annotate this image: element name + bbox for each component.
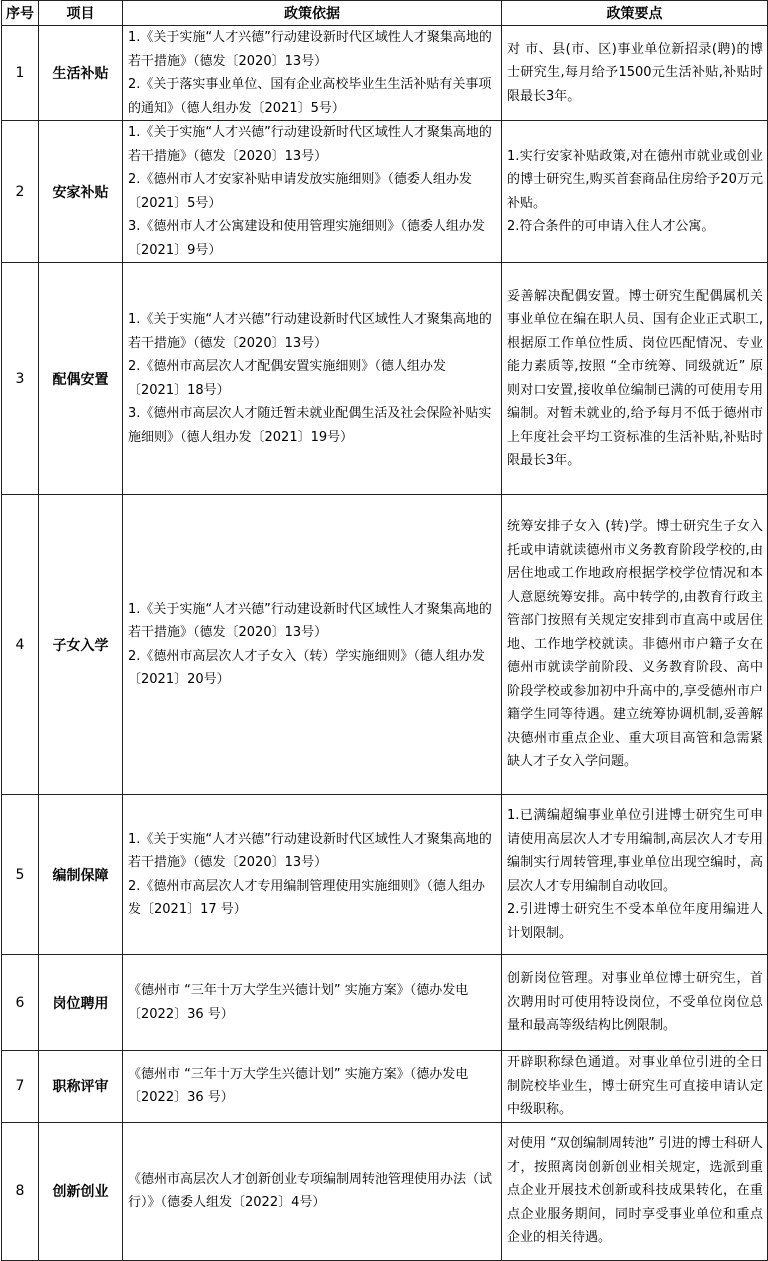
row-number: 3 — [2, 263, 39, 495]
policy-points-cell — [502, 955, 768, 1051]
policy-point-line: 2.引进博士研究生不受本单位年度用编进人计划限制。 — [507, 902, 763, 941]
header-item: 项目 — [39, 1, 123, 26]
table-row — [2, 795, 768, 955]
policy-points-cell — [502, 1051, 768, 1123]
policy-point-line: 统筹安排子女入 (转)学。博士研究生子女入托或申请就读德州市义务教育阶段学校的,由居住地或工作地政府根据学校学位情况和本人意愿统筹安排。高中转学的,由教育行政主管部门按照有关规定安排到市直高中或居住地、工作地学校就读。非德州市户籍子女在德州市就读学前阶段、义务教育阶段、高中阶段学校或参加初中升高中的,享受德州市户籍学生同等待遇。建立统筹协调机制,妥善解决德州市重点企业、重大项目高管和急需紧缺人才子女入学问题。 — [507, 519, 763, 770]
policy-basis-cell — [123, 26, 502, 121]
header-num: 序号 — [2, 1, 39, 26]
policy-points-cell — [502, 495, 768, 795]
policy-point-line: 创新岗位管理。对事业单位博士研究生，首次聘用时可使用特设岗位，不受单位岗位总量和最高等级结构比例限制。 — [507, 971, 763, 1034]
table-row — [2, 263, 768, 495]
row-item: 职称评审 — [39, 1051, 123, 1123]
policy-point-line: 开辟职称绿色通道。对事业单位引进的全日制院校毕业生，博士研究生可直接申请认定中级职称。 — [507, 1055, 763, 1117]
policy-basis-cell — [123, 1051, 502, 1123]
policy-basis-line: 1.《关于实施“人才兴德”行动建设新时代区域性人才聚集高地的若干措施》（德发〔2020〕13号） — [128, 601, 492, 640]
policy-points-cell — [502, 1122, 768, 1260]
policy-basis-line: 《德州市 “三年十万大学生兴德计划” 实施方案》（德办发电〔2022〕36 号） — [128, 983, 469, 1022]
header-basis: 政策依据 — [123, 1, 502, 26]
policy-basis-line: 2.《德州市高层次人才专用编制管理使用实施细则》（德人组办发〔2021〕17 号） — [128, 878, 485, 917]
policy-basis-cell — [123, 121, 502, 263]
policy-basis-line: 《德州市高层次人才创新创业专项编制周转池管理使用办法（试行）》（德委人组发〔2022〕4号） — [128, 1171, 493, 1210]
table-row — [2, 1051, 768, 1123]
policy-point-line: 对使用 “双创编制周转池” 引进的博士科研人才，按照离岗创新创业相关规定，选派到重点企业开展技术创新或科技成果转化，在重点企业服务期间，同时享受事业单位和重点企业的相关待遇。 — [507, 1136, 763, 1246]
table-row — [2, 121, 768, 263]
row-item: 岗位聘用 — [39, 955, 123, 1051]
policy-basis-line: 1.《关于实施“人才兴德”行动建设新时代区域性人才聚集高地的若干措施》（德发〔2020〕13号） — [128, 125, 492, 164]
policy-points-cell — [502, 795, 768, 955]
row-item: 子女入学 — [39, 495, 123, 795]
row-number: 1 — [2, 26, 39, 121]
table-row — [2, 26, 768, 121]
table-row — [2, 1122, 768, 1260]
policy-points-cell — [502, 121, 768, 263]
policy-basis-line: 2.《关于落实事业单位、国有企业高校毕业生生活补贴有关事项的通知》（德人组办发〔2021〕5号） — [128, 77, 492, 116]
header-points: 政策要点 — [502, 1, 768, 26]
policy-point-line: 2.符合条件的可申请入住人才公寓。 — [507, 219, 715, 234]
policy-basis-line: 1.《关于实施“人才兴德”行动建设新时代区域性人才聚集高地的若干措施》（德发〔2020〕13号） — [128, 30, 492, 69]
policy-table — [1, 0, 768, 1261]
policy-point-line: 妥善解决配偶安置。博士研究生配偶属机关事业单位在编在职人员、国有企业正式职工,根据原工作单位性质、岗位匹配情况、专业能力素质等,按照 “全市统筹、同级就近” 原则对口安置,接收单位编制已满的可使用专用编制。对暂未就业的,给予每月不低于德州市上年度社会平均工资标准的生活补贴,补贴时限最长3年。 — [507, 288, 763, 468]
policy-basis-cell — [123, 495, 502, 795]
policy-point-line: 对 市、县(市、区)事业单位新招录(聘)的博士研究生,每月给予1500元生活补贴,补贴时限最长3年。 — [507, 41, 763, 104]
policy-points-cell — [502, 26, 768, 121]
policy-basis-line: 3.《德州市高层次人才随迁暂未就业配偶生活及社会保险补贴实施细则》（德人组办发〔2021〕19号） — [128, 406, 492, 445]
policy-basis-line: 2.《德州市人才安家补贴申请发放实施细则》（德委人组办发〔2021〕5号） — [128, 172, 472, 211]
row-item: 配偶安置 — [39, 263, 123, 495]
policy-basis-cell — [123, 263, 502, 495]
row-number: 5 — [2, 795, 39, 955]
policy-basis-line: 1.《关于实施“人才兴德”行动建设新时代区域性人才聚集高地的若干措施》（德发〔2020〕13号） — [128, 312, 492, 351]
row-number: 6 — [2, 955, 39, 1051]
policy-points-cell — [502, 263, 768, 495]
policy-point-line: 1.实行安家补贴政策,对在德州市就业或创业的博士研究生,购买首套商品住房给予20万元补贴。 — [507, 148, 763, 211]
row-number: 2 — [2, 121, 39, 263]
table-row — [2, 495, 768, 795]
policy-basis-cell — [123, 1122, 502, 1260]
policy-basis-line: 3.《德州市人才公寓建设和使用管理实施细则》（德委人组办发〔2021〕9号） — [128, 219, 485, 258]
policy-basis-line: 2.《德州市高层次人才配偶安置实施细则》（德人组办发〔2021〕18号） — [128, 359, 446, 398]
policy-basis-line: 2.《德州市高层次人才子女入（转）学实施细则》（德人组办发〔2021〕20号） — [128, 648, 485, 687]
policy-point-line: 1.已满编超编事业单位引进博士研究生可申请使用高层次人才专用编制,高层次人才专用编制实行周转管理,事业单位出现空编时，高层次人才专用编制自动收回。 — [507, 808, 763, 894]
row-number: 4 — [2, 495, 39, 795]
row-item: 安家补贴 — [39, 121, 123, 263]
policy-basis-line: 《德州市 “三年十万大学生兴德计划” 实施方案》（德办发电〔2022〕36 号） — [128, 1066, 469, 1106]
row-item: 生活补贴 — [39, 26, 123, 121]
table-row — [2, 955, 768, 1051]
policy-basis-cell — [123, 955, 502, 1051]
row-number: 8 — [2, 1122, 39, 1260]
row-item: 编制保障 — [39, 795, 123, 955]
row-number: 7 — [2, 1051, 39, 1123]
row-item: 创新创业 — [39, 1122, 123, 1260]
policy-basis-line: 1.《关于实施“人才兴德”行动建设新时代区域性人才聚集高地的若干措施》（德发〔2020〕13号） — [128, 831, 492, 870]
policy-basis-cell — [123, 795, 502, 955]
table-header-row — [2, 1, 768, 26]
